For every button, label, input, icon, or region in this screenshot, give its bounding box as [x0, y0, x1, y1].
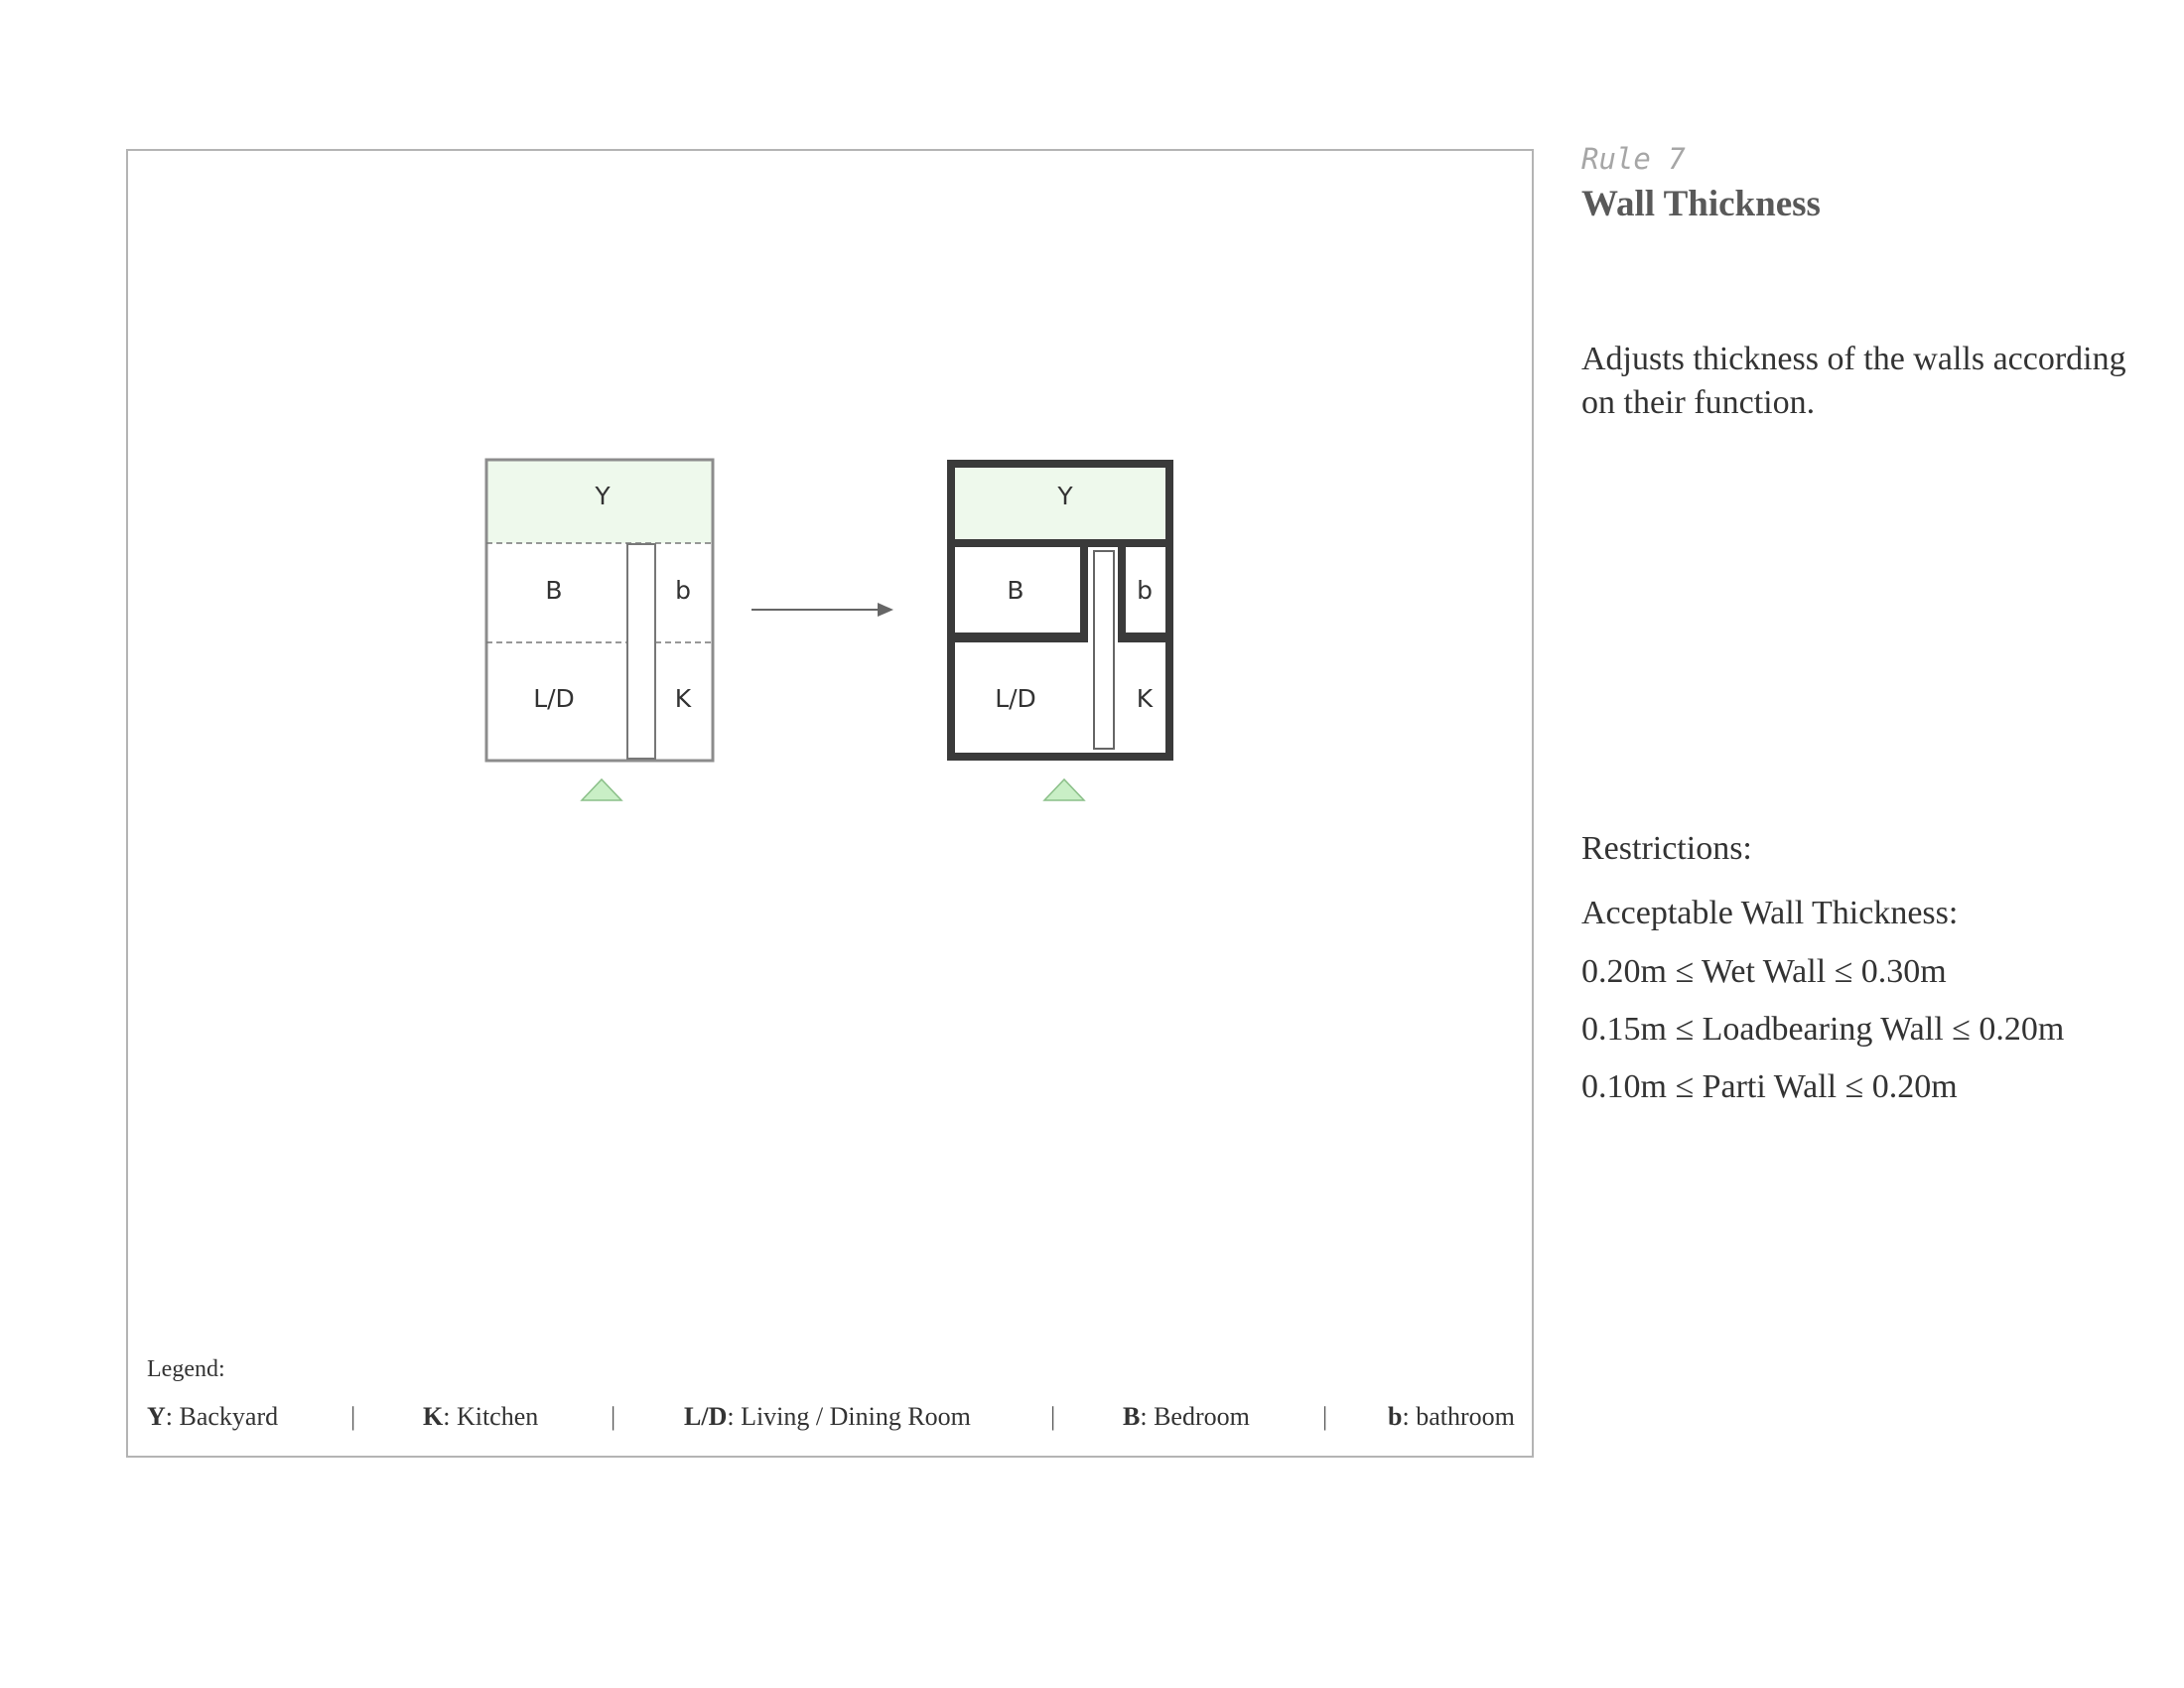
transform-arrow-icon	[751, 603, 893, 617]
legend-separator: |	[1322, 1402, 1328, 1431]
legend-title: Legend:	[147, 1356, 225, 1382]
before-label-bath: b	[675, 576, 691, 605]
restriction-parti-wall: 0.10m ≤ Parti Wall ≤ 0.20m	[1581, 1068, 1958, 1105]
before-label-y: Y	[595, 482, 611, 510]
restrictions-heading: Restrictions:	[1581, 830, 1752, 867]
after-entrance-icon	[1044, 779, 1084, 800]
before-label-bedroom: B	[545, 576, 563, 605]
before-entrance-icon	[582, 779, 621, 800]
legend-text: : Living / Dining Room	[727, 1402, 971, 1431]
before-corridor	[627, 544, 655, 759]
legend-item-bathroom	[1388, 1402, 1515, 1432]
legend-separator: |	[611, 1402, 616, 1431]
after-plan	[947, 460, 1173, 800]
legend-key: B	[1123, 1402, 1141, 1431]
after-living-kitchen	[955, 642, 1165, 753]
after-label-kitchen: K	[1136, 684, 1154, 713]
legend-text: : Kitchen	[443, 1402, 539, 1431]
restriction-wet-wall: 0.20m ≤ Wet Wall ≤ 0.30m	[1581, 953, 1947, 990]
legend-text: : bathroom	[1402, 1402, 1515, 1431]
legend-item-living-dining	[684, 1402, 971, 1432]
legend-text: : Bedroom	[1140, 1402, 1250, 1431]
legend-item-bedroom	[1123, 1402, 1250, 1432]
before-label-living: L/D	[533, 684, 575, 713]
restriction-loadbearing-wall: 0.15m ≤ Loadbearing Wall ≤ 0.20m	[1581, 1011, 2065, 1048]
legend-item-backyard	[147, 1402, 278, 1432]
legend-item-kitchen	[423, 1402, 538, 1432]
after-corridor	[1094, 551, 1114, 749]
after-label-living: L/D	[995, 684, 1036, 713]
before-plan	[486, 460, 713, 800]
before-label-kitchen: K	[674, 684, 692, 713]
after-label-y: Y	[1057, 482, 1073, 510]
after-label-bedroom: B	[1007, 576, 1024, 605]
rule-title: Wall Thickness	[1581, 184, 1821, 224]
legend-separator: |	[1050, 1402, 1056, 1431]
legend-key: K	[423, 1402, 444, 1431]
legend-key: b	[1388, 1402, 1403, 1431]
legend-separator: |	[350, 1402, 356, 1431]
legend-key: L/D	[684, 1402, 728, 1431]
after-label-bath: b	[1137, 576, 1153, 605]
rule-description: Adjusts thickness of the walls according on their function.	[1581, 341, 2126, 421]
restrictions-subheading: Acceptable Wall Thickness:	[1581, 895, 1959, 931]
legend-key: Y	[147, 1402, 166, 1431]
legend-text: : Backyard	[165, 1402, 279, 1431]
rule-number: Rule 7	[1581, 142, 1686, 176]
